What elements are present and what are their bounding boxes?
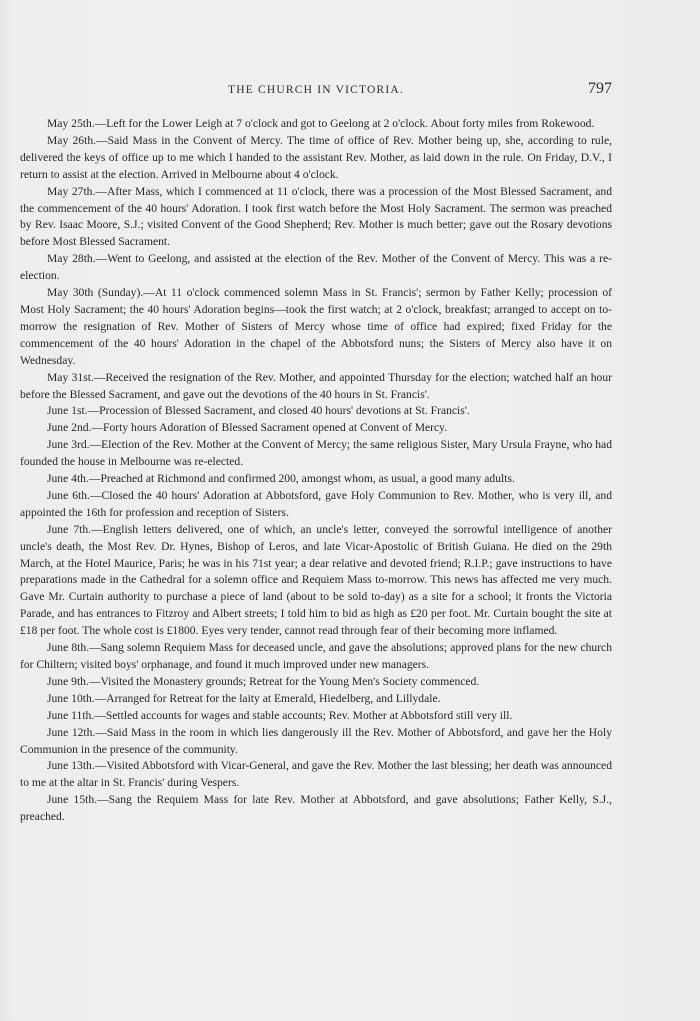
diary-entry-may-30: May 30th (Sunday).—At 11 o'clock commenced solemn Mass in St. Francis'; sermon by Father Kelly; procession of Most Holy Sacrament; the 40 hours' Adoration begins—took the first watch; at 2 o'clock, breakfast; arranged to accept on to-morrow the resignation of Rev. Mother of Sisters of Mercy whose time of office had expired; fixed Friday for the commencement of the 40 hours' Adoration in the chapel of the Abbotsford nuns; the Sisters of Mercy also have it on Wednesday. bbox=[20, 286, 612, 367]
diary-entry-june-1: June 1st.—Procession of Blessed Sacrament, and closed 40 hours' devotions at St. Francis'. bbox=[47, 404, 470, 418]
diary-entry-june-4: June 4th.—Preached at Richmond and confirmed 200, amongst whom, as usual, a good many adults. bbox=[47, 472, 515, 486]
diary-entry-june-13: June 13th.—Visited Abbotsford with Vicar-General, and gave the Rev. Mother the last blessing; her death was announced to me at the altar in St. Francis' during Vespers. bbox=[20, 759, 612, 790]
diary-entry-may-25: May 25th.—Left for the Lower Leigh at 7 o'clock and got to Geelong at 2 o'clock. About forty miles from Rokewood. bbox=[47, 117, 595, 130]
diary-entry-june-7: June 7th.—English letters delivered, one of which, an uncle's letter, conveyed the sorrowful intelligence of another uncle's death, the Most Rev. Dr. Hynes, Bishop of Leros, and late Vicar-Apostolic of British Guiana. He died on the 29th March, at the Hotel Maurice, Paris; he was in his 71st year; a dear relative and devoted friend; R.I.P.; gave instructions to have preparations made in the Cathedral for a solemn office and Requiem Mass to-morrow. This news has affected me very much. Gave Mr. Curtain authority to purchase a piece of land (about to be sold to-day) as a site for a school; it fronts the Victoria Parade, and has entrances to Fitzroy and Albert streets; I told him to bid as high as £20 per foot. Mr. Curtain bought the site at £18 per foot. The whole cost is £1800. Eyes very tender, cannot read through fear of their becoming more inflamed. bbox=[20, 522, 612, 638]
diary-entry-june-6: June 6th.—Closed the 40 hours' Adoration at Abbotsford, gave Holy Communion to Rev. Mother, who is very ill, and appointed the 16th for profession and reception of Sisters. bbox=[20, 488, 612, 519]
diary-entry-june-10: June 10th.—Arranged for Retreat for the laity at Emerald, Hiedelberg, and Lillydale. bbox=[47, 691, 441, 705]
diary-entry-june-15: June 15th.—Sang the Requiem Mass for late Rev. Mother at Abbotsford, and gave absolutions; Father Kelly, S.J., preached. bbox=[20, 793, 612, 824]
diary-entry-may-26: May 26th.—Said Mass in the Convent of Mercy. The time of office of Rev. Mother being up, she, according to rule, delivered the keys of office up to me which I handed to the assistant Rev. Mother, as laid down in the rule. On Friday, D.V., I return to assist at the election. Arrived in Melbourne about 4 o'clock. bbox=[20, 133, 612, 181]
page-number: 797 bbox=[588, 80, 612, 97]
diary-entry-june-3: June 3rd.—Election of the Rev. Mother at the Convent of Mercy; the same religious Sister, Mary Ursula Frayne, who had founded the house in Melbourne was re-elected. bbox=[20, 438, 612, 469]
diary-entry-june-8: June 8th.—Sang solemn Requiem Mass for deceased uncle, and gave the absolutions; approved plans for the new church for Chiltern; visited boys' orphanage, and found it much improved under new managers. bbox=[20, 641, 612, 671]
running-title: THE CHURCH IN VICTORIA. bbox=[227, 84, 405, 96]
page-header bbox=[20, 82, 612, 102]
diary-entry-may-31: May 31st.—Received the resignation of the Rev. Mother, and appointed Thursday for the election; watched half an hour before the Blessed Sacrament, and gave out the devotions of the 40 hours in St. Francis'. bbox=[20, 370, 612, 401]
diary-entry-may-27: May 27th.—After Mass, which I commenced at 11 o'clock, there was a procession of the Most Blessed Sacrament, and the commencement of the 40 hours' Adoration. I took first watch before the Most Holy Sacrament. The sermon was preached by Rev. Isaac Moore, S.J.; visited Convent of the Good Shepherd; Rev. Mother is much better; gave out the Rosary devotions before Most Blessed Sacrament. bbox=[20, 184, 612, 249]
diary-entry-june-11: June 11th.—Settled accounts for wages and stable accounts; Rev. Mother at Abbotsford still very ill. bbox=[47, 708, 513, 722]
page-body bbox=[20, 116, 612, 826]
diary-entry-june-12: June 12th.—Said Mass in the room in which lies dangerously ill the Rev. Mother of Abbotsford, and gave her the Holy Communion in the presence of the community. bbox=[20, 725, 612, 756]
diary-entry-may-28: May 28th.—Went to Geelong, and assisted at the election of the Rev. Mother of the Convent of Mercy. This was a re-election. bbox=[20, 252, 612, 283]
diary-entry-june-9: June 9th.—Visited the Monastery grounds; Retreat for the Young Men's Society commenced. bbox=[47, 674, 480, 688]
diary-entry-june-2: June 2nd.—Forty hours Adoration of Blessed Sacrament opened at Convent of Mercy. bbox=[47, 421, 448, 435]
